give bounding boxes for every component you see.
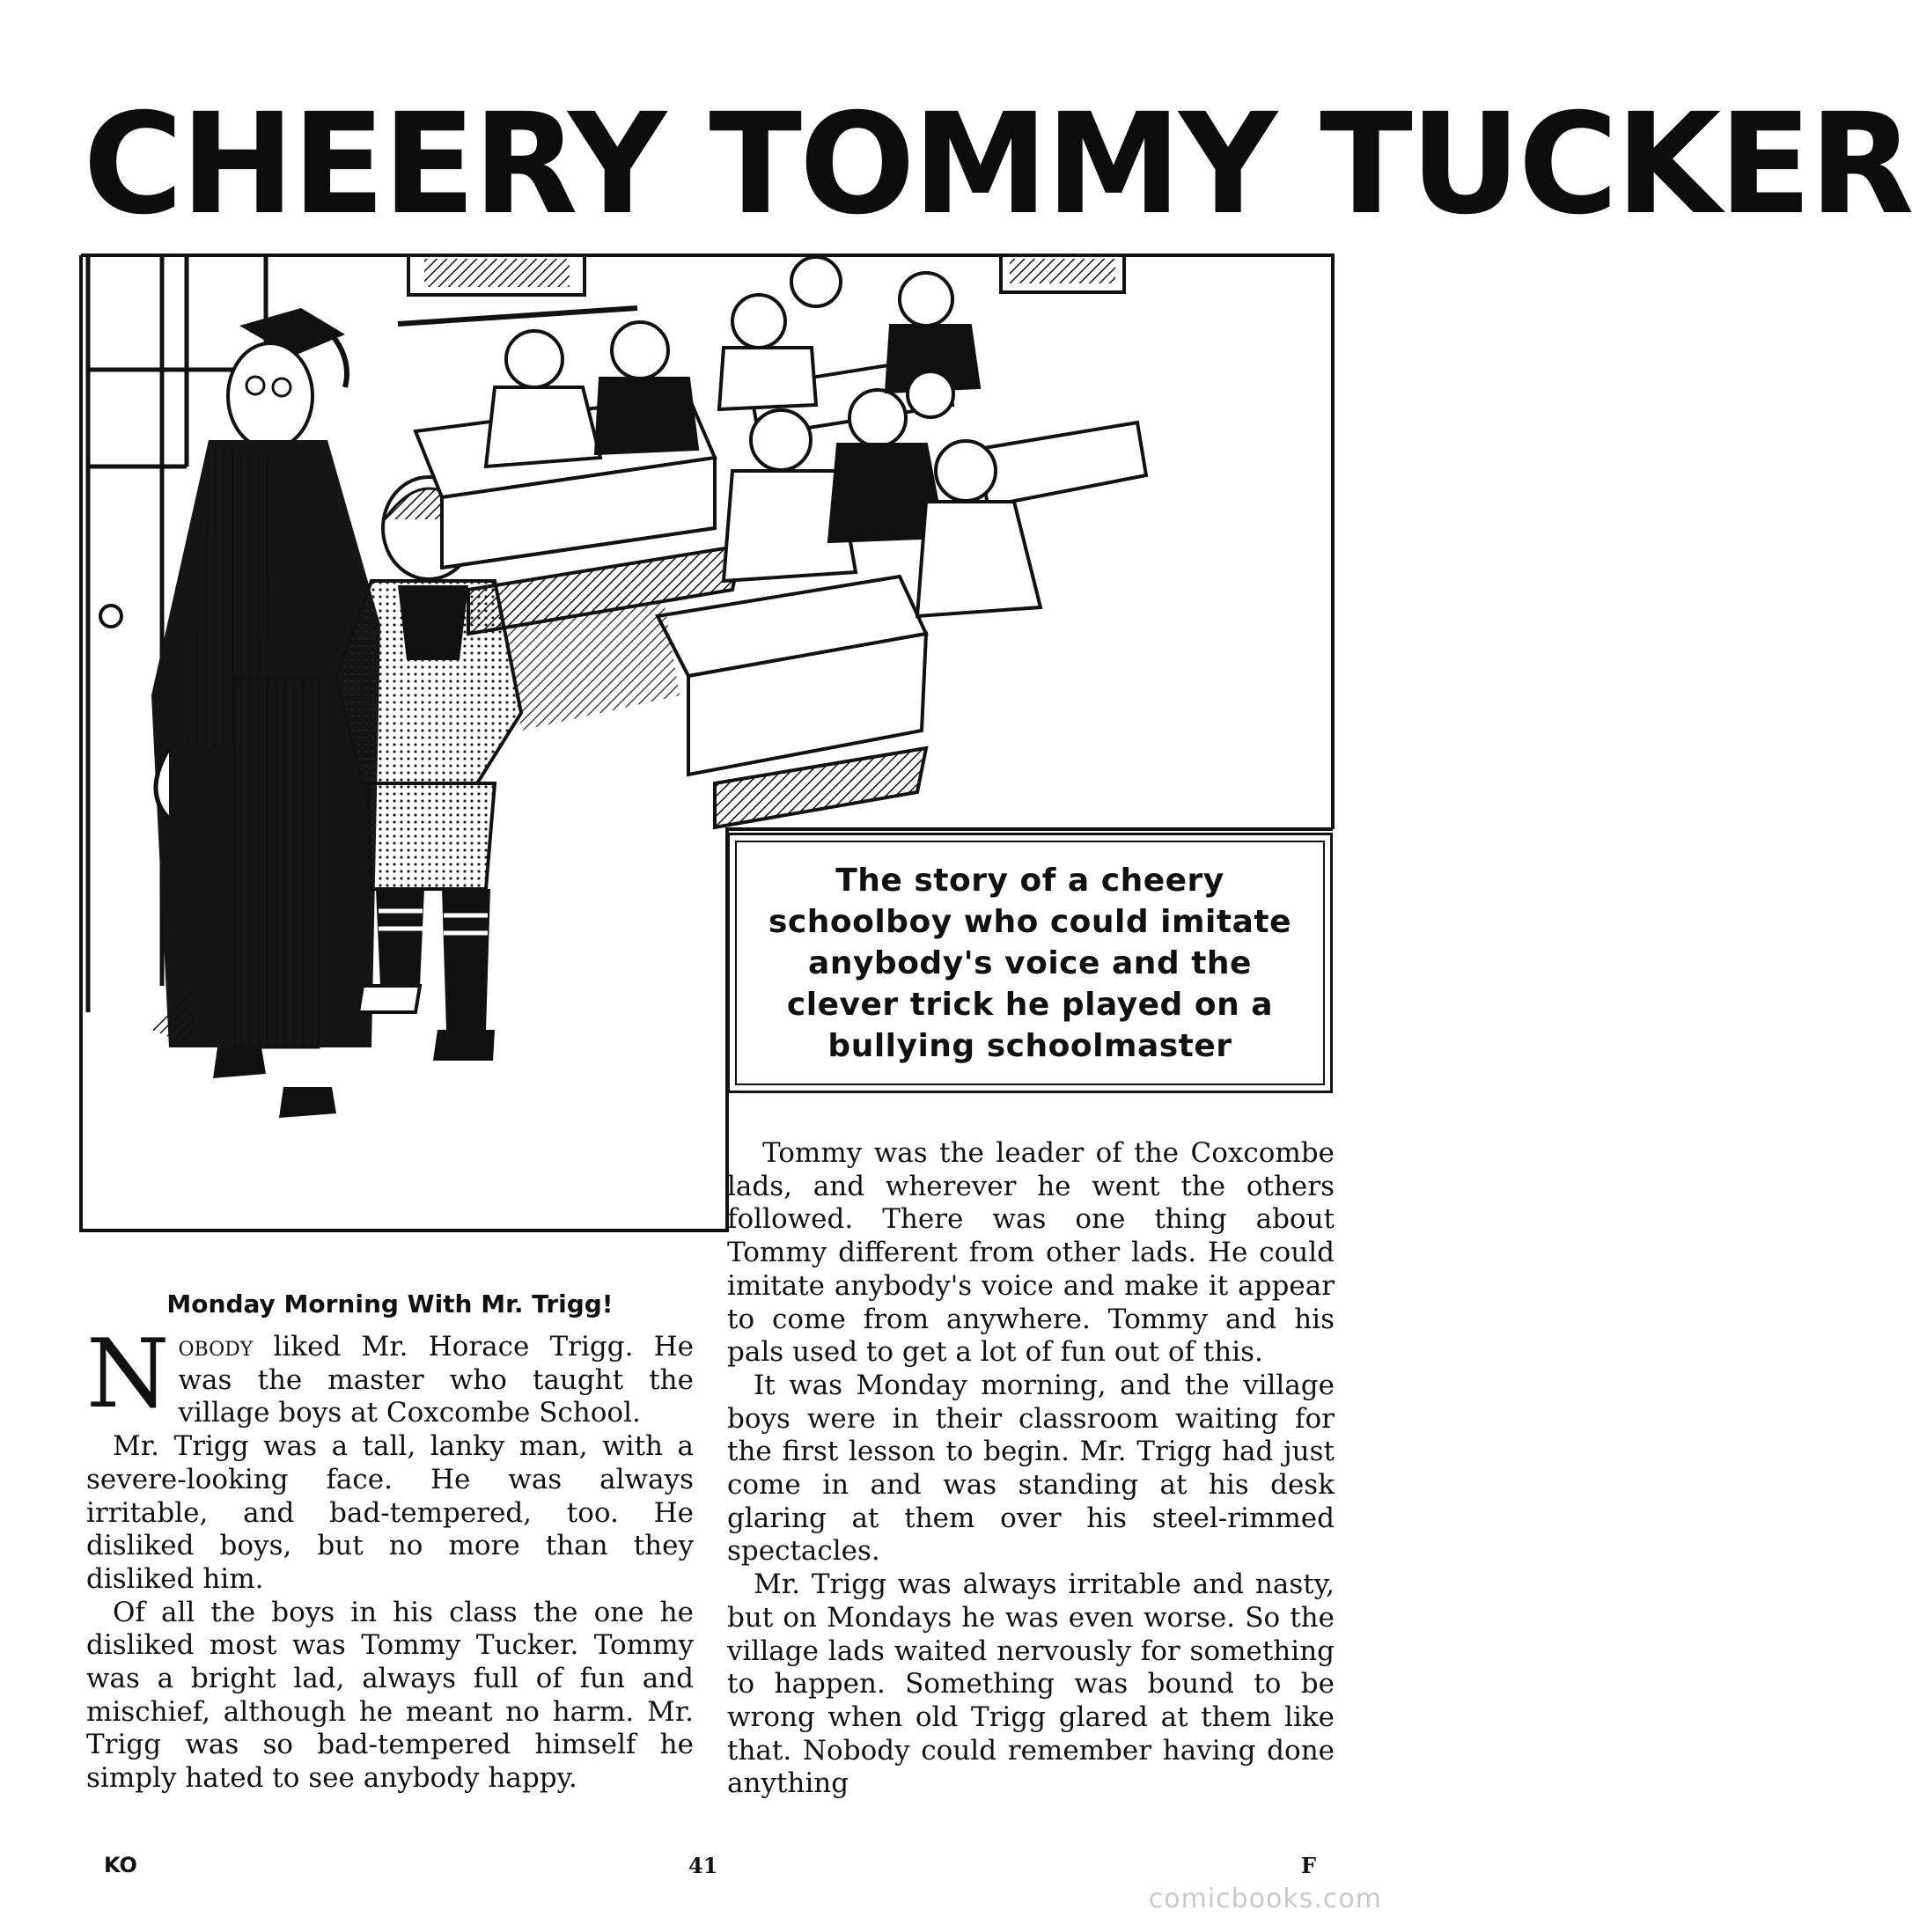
article-paragraph: Tommy was the leader of the Coxcombe lads, and wherever he went the others followed. There was one thing about Tommy different from other lads. He could imitate anybody's voice and make it appear to come from anywhere. Tommy and his pals used to get a lot of fun out of this. <box>727 1137 1335 1369</box>
drop-cap: N <box>86 1319 170 1429</box>
opening-text: liked Mr. Horace Trigg. He was the master who taught the village boys at Coxcombe School. <box>178 1331 694 1429</box>
article-paragraph: Mr. Trigg was a tall, lanky man, with a severe-looking face. He was always irritable, and bad-tempered, too. He disliked boys, but no more than they disliked him. <box>86 1430 694 1595</box>
footer-imprint: KO <box>104 1853 137 1877</box>
story-title: CHEERY TOMMY TUCKER <box>83 84 1912 246</box>
article-paragraph: It was Monday morning, and the village boys were in their classroom waiting for the first lesson to begin. Mr. Trigg had just come in and was standing at his desk glaring at them over his steel-rimmed spectacles. <box>727 1369 1335 1568</box>
article-column-right <box>727 1137 1335 1801</box>
story-blurb-inner-frame <box>735 841 1325 1085</box>
article-paragraph: Mr. Trigg was always irritable and nasty, but on Mondays he was even worse. So the village lads waited nervously for something to happen. Something was bound to be wrong when old Trigg glared at them like that. Nobody could remember having done anything <box>727 1568 1335 1800</box>
watermark: comicbooks.com <box>1148 1884 1382 1914</box>
article-paragraph: Of all the boys in his class the one he disliked most was Tommy Tucker. Tommy was a bright lad, always full of fun and mischief, although he meant no harm. Mr. Trigg was so bad-tempered himself he simply hated to see anybody happy. <box>86 1596 694 1795</box>
opening-small-caps: obody <box>178 1331 254 1363</box>
story-blurb-box <box>727 833 1333 1093</box>
footer-signature-mark: F <box>1301 1853 1317 1878</box>
article-subheading: Monday Morning With Mr. Trigg! <box>166 1289 614 1319</box>
article-paragraph-opening <box>86 1319 694 1430</box>
story-blurb-text: The story of a cheery schoolboy who could imitate anybody's voice and the clever trick he played on a bullying schoolmaster <box>768 862 1292 1064</box>
article-column-left <box>86 1287 694 1796</box>
page-number: 41 <box>688 1853 718 1878</box>
